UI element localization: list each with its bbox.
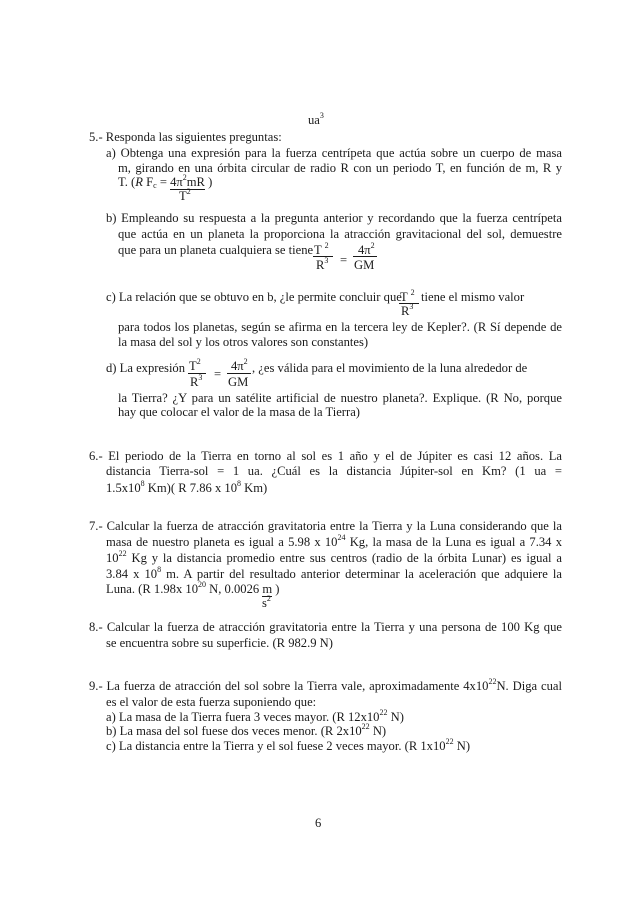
q9-a-text: a) La masa de la Tierra fuera 3 veces mayor. (R 12x10 (106, 710, 380, 724)
q9-item-a (106, 708, 404, 724)
q7-l2-exp: 24 (337, 533, 346, 542)
q9-b-exp: 22 (361, 722, 370, 731)
q5d-rden: GM (228, 375, 249, 389)
q5b-rnum-exp: 2 (370, 241, 375, 250)
q5c-num: T (400, 290, 408, 304)
q5b-line1: b) Empleando su respuesta a la pregunta anterior y recordando que la fuerza centrípeta (106, 211, 562, 225)
q9-b-text: b) La masa del sol fuese dos veces menor. (R 2x10 (106, 724, 362, 738)
q5a-eq: = (156, 175, 171, 189)
page-number: 6 (315, 816, 322, 830)
q5d-frac-bar (188, 373, 206, 374)
q5-title: 5.- Responda las siguientes preguntas: (89, 130, 282, 144)
q5b-num: T (314, 243, 322, 257)
q5a-f: F (142, 175, 154, 189)
q5d-line1-post: , ¿es válida para el movimiento de la luna alrededor de (252, 361, 528, 375)
q9-c-text: c) La distancia entre la Tierra y el sol fuese 2 veces mayor. (R 1x10 (106, 739, 446, 753)
q6-line1: 6.- El periodo de la Tierra en torno al sol es 1 año y el de Júpiter es casi 12 años. La (89, 449, 562, 463)
q6-l3-c: Km) (241, 481, 268, 495)
q5a-num-a: 4π (170, 175, 183, 189)
q5c-line1-pre: c) La relación que se obtuvo en b, ¿le permite concluir que (106, 290, 402, 304)
q5c-den-exp: 3 (409, 302, 414, 311)
q9-line1 (89, 677, 562, 693)
q6-line2: distancia Tierra-sol = 1 ua. ¿Cuál es la distancia Júpiter-sol en Km? (1 ua = (106, 464, 562, 478)
q5a-line1: a) Obtenga una expresión para la fuerza centrípeta que actúa sobre un cuerpo de masa (106, 146, 562, 160)
q7-l4-exp: 8 (157, 565, 162, 574)
q5b-eq: = (340, 253, 348, 267)
q7-l5-b: N, 0.0026 (206, 582, 260, 596)
q5b-line3: que para un planeta cualquiera se tiene (118, 243, 314, 257)
q5a-num-exp: 2 (182, 173, 187, 182)
q5c-line3: la masa del sol y los otros valores son constantes) (118, 335, 369, 349)
q5a-close: ) (204, 175, 213, 189)
q5d-line2: la Tierra? ¿Y para un satélite artificial de nuestro planeta?. Explique. (R No, porque (118, 391, 562, 405)
q7-l5-a: Luna. (R 1.98x 10 (106, 582, 198, 596)
q5b-rnum-val: 4π (358, 243, 371, 257)
q7-l5-den-wrap (262, 594, 271, 610)
q6-l3-a: 1.5x10 (106, 481, 141, 495)
q5a-pre: T. ( (118, 175, 136, 189)
q9-l1-exp: 22 (488, 677, 497, 686)
q5d-rnum (231, 357, 248, 373)
q5b-frac-bar (313, 256, 333, 257)
q7-line5 (106, 580, 280, 596)
q5a-line3 (118, 173, 213, 190)
q6-line3 (106, 479, 268, 495)
q5a-f-sub: c (153, 181, 157, 190)
q9-c-end: N) (453, 739, 471, 753)
q8-line2: se encuentra sobre su superficie. (R 982.9 N) (106, 636, 333, 650)
q5d-frac-num (189, 357, 201, 373)
q7-l4-a: 3.84 x 10 (106, 567, 158, 581)
q5c-den: R (401, 304, 410, 318)
q5a-line2: m, girando en una órbita circular de radio R con un periodo T, en función de m, R y (118, 161, 562, 175)
q7-l5-den: s (262, 596, 267, 610)
q5d-rfrac-bar (227, 373, 251, 374)
q5d-rnum-val: 4π (231, 359, 244, 373)
q7-l3-exp: 22 (118, 549, 127, 558)
q5a-den: T (179, 189, 187, 203)
q9-a-end: N) (387, 710, 404, 724)
q7-l3-b: Kg y la distancia promedio entre sus centros (radio de la órbita Lunar) es igual a (126, 551, 562, 565)
q5b-line2: que actúa en un planeta la proporciona la atracción gravitacional del sol, demuestre (118, 227, 562, 241)
q5d-frac-den (190, 373, 203, 389)
q8-line1: 8.- Calcular la fuerza de atracción gravitatoria entre la Tierra y una persona de 100 Kg que (89, 620, 562, 634)
q7-l5-exp: 20 (198, 580, 206, 589)
q5a-denominator (179, 187, 191, 203)
q9-l1-b: N. Diga cual (496, 679, 562, 693)
top-unit-base: ua (308, 113, 320, 127)
q6-l3-a-exp: 8 (140, 479, 145, 488)
q7-l5-den-exp: 2 (266, 594, 271, 603)
q7-l5-num: m (262, 582, 273, 596)
q9-item-b (106, 722, 387, 738)
top-unit (308, 111, 324, 127)
q5d-rnum-exp: 2 (243, 357, 248, 366)
q6-l3-b-exp: 8 (237, 479, 241, 488)
q9-b-end: N) (369, 724, 387, 738)
q9-a-exp: 22 (379, 708, 388, 717)
q5a-num-b: mR (186, 175, 205, 189)
q5d-num: T (189, 359, 197, 373)
q5d-eq: = (214, 367, 222, 381)
q5b-rden: GM (354, 258, 375, 272)
q5c-num-exp: 2 (410, 288, 415, 297)
q7-l5-close: ) (272, 582, 280, 596)
q5d-den-exp: 3 (198, 373, 203, 382)
q5d-line1-pre: d) La expresión (106, 361, 186, 375)
q7-l4-b: m. A partir del resultado anterior determinar la aceleración que adquiere la (161, 567, 562, 581)
q5c-line1-post: tiene el mismo valor (421, 290, 525, 304)
q5b-num-exp: 2 (324, 241, 329, 250)
top-unit-exp: 3 (319, 111, 324, 120)
q7-line4 (106, 565, 562, 581)
q7-line2 (106, 533, 562, 549)
q5a-r-italic: R (135, 175, 143, 189)
q5b-frac-num (314, 241, 329, 257)
q5d-den: R (190, 375, 199, 389)
q9-c-exp: 22 (445, 737, 454, 746)
q7-l2-b: Kg, la masa de la Luna es igual a 7.34 x (345, 535, 562, 549)
q7-line3 (106, 549, 562, 565)
q6-l3-b: Km)( R 7.86 x 10 (144, 481, 237, 495)
q5b-rfrac-bar (353, 256, 377, 257)
q7-line1: 7.- Calcular la fuerza de atracción gravitatoria entre la Tierra y la Luna considerando que la (89, 519, 562, 533)
q9-line2: es el valor de esta fuerza suponiendo que: (106, 695, 317, 709)
q5c-frac-den (401, 302, 414, 318)
q5c-line2: para todos los planetas, según se afirma en la tercera ley de Kepler?. (R Sí depende de (118, 320, 562, 334)
q5b-frac-den (316, 256, 329, 272)
q5a-den-exp: 2 (186, 187, 191, 196)
q9-l1-a: 9.- La fuerza de atracción del sol sobre la Tierra vale, aproximadamente 4x10 (89, 679, 489, 693)
q5b-den-exp: 3 (324, 256, 329, 265)
q5d-num-exp: 2 (196, 357, 201, 366)
q5d-line3: hay que colocar el valor de la masa de la Tierra) (118, 405, 360, 419)
q7-l3-a: 10 (106, 551, 119, 565)
q5b-den: R (316, 258, 325, 272)
q7-l2-a: masa de nuestro planeta es igual a 5.98 x 10 (106, 535, 338, 549)
q9-item-c (106, 737, 471, 753)
q5b-rnum (358, 241, 375, 257)
